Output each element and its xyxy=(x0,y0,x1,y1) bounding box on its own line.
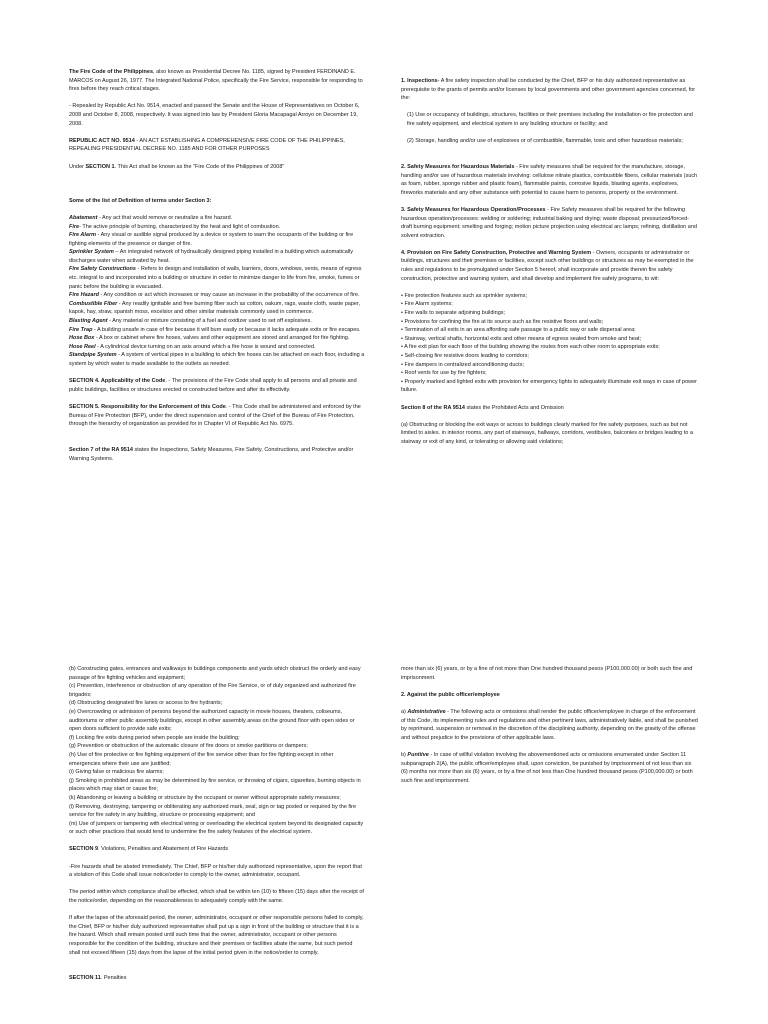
definition-item: Fire Safety Constructions - Refers to design and installation of walls, barriers, doors, windows, vents, means of egress etc. integral to and incorporated into a building or structure in order to minimize danger to life from fire, smoke, fumes or panic before the building is evacuated. xyxy=(69,266,362,290)
prohibited-act-item: (m) Use of jumpers or tampering with electrical wiring or overloading the electrical system beyond its designated capacity or such other practices that would tend to undermine the fire safety features of the electrical system. xyxy=(69,820,364,836)
inspections-paragraph: 1. Inspections- A fire safety inspection shall be conducted by the Chief, BFP or his duly authorized representative as prerequisite to the grants of permits and/or licenses by local governments and other government agencies concerned, for the: xyxy=(401,78,696,102)
bullet-item: • Fire walls to separate adjoining buildings; xyxy=(401,310,506,317)
page2-right-column xyxy=(401,665,699,794)
ra-paragraph: REPUBLIC ACT NO. 9514 - AN ACT ESTABLISHING A COMPREHENSIVE FIRE CODE OF THE PHILIPPINES, REPEALING PRESIDENTIAL DECREE NO. 1185 AND FOR OTHER PURPOSES xyxy=(69,137,345,153)
intro-paragraph: The Fire Code of the Philippines, also known as Presidential Decree No. 1185, signed by President FERDINAND E. MARCOS on August 26, 1977. The Integrated National Police, specifically the Fire Service, responsible for responding to fires before they reach critical stages. xyxy=(69,69,363,93)
prohibited-act-item: (d) Obstructing designated fire lanes or access to fire hydrants; xyxy=(69,700,223,707)
repeal-paragraph: - Repealed by Republic Act No. 9514, enacted and passed the Senate and the House of Representatives on October 6, 2008 and October 8, 2008, respectively. It was signed into law by President Gloria Macapagal Arroyo on December 19, 2008. xyxy=(69,103,360,127)
bullet-item: • Stairway, vertical shafts, horizontal exits and other means of egress sealed from smoke and heat; xyxy=(401,335,641,342)
definition-item: Standpipe System - A system of vertical pipes in a building to which fire hoses can be attached on each floor, including a system by which water is made available to the outlets as needed. xyxy=(69,352,365,367)
inspections-item-2: (2) Storage, handling and/or use of explosives or of combustible, flammable, toxic and other hazardous materials; xyxy=(407,138,683,145)
safety-measures-paragraph: 2. Safety Measures for Hazardous Materials - Fire safety measures shall be required for the manufacture, storage, handling and/or use of hazardous materials involving: cellulose nitrate plastics, combustible fibers, cellular materials (such as foam, rubber, sponge rubber and plastic foam), flammable paints, corrosive liquids, blasting agents, explosives, fireworks materials and any other substance with potential to cause harm to persons, property or the environment. xyxy=(401,163,698,196)
abatement-paragraph-3: If after the lapse of the aforesaid period, the owner, administrator, occupant or other responsible persons failed to comply, the Chief, BFP or his/her duly authorized representative shall put up a sign in front of the building or structure that it is a fire hazard. Which shall remain posted until such time that the owner, administrator, occupant or other persons responsible for the condition of the building, structure and their premises or facilities abate the same, but such period shall not exceed fifteen (15) days from the lapse of the initial period given in the notice/order to comply. xyxy=(69,915,364,956)
bullet-item: • Roof vents for use by fire fighters; xyxy=(401,370,487,377)
definition-item: Combustible Fiber - Any readily ignitable and free burning fiber such as cotton, oakum, rags, waste cloth, waste paper, kapok, hay, straw, spanish moss, excelsior and other similar materials commonly used in commerce. xyxy=(69,300,361,316)
prohibited-act-item: (j) Smoking in prohibited areas as may be determined by fire service, or throwing of cigars, cigarettes, burning objects in places which may start or cause fire; xyxy=(69,777,361,793)
definition-item: Abatement - Any act that would remove or neutralize a fire hazard. xyxy=(69,214,233,221)
page1-left-column xyxy=(69,68,365,472)
prohibited-act-item: (e) Overcrowding or admission of persons beyond the authorized capacity in movie houses, theaters, coliseums, auditoriums or other public assembly buildings, except in other assembly areas on the ground floor with open sides or open doors sufficient to provide safe exits; xyxy=(69,708,355,733)
bullet-item: • Fire protection features such as sprinkler systems; xyxy=(401,292,528,299)
public-officer-heading: 2. Against the public officer/employee xyxy=(401,691,500,698)
administrative-paragraph: a) Administrative - The following acts or omissions shall render the public officer/employee in charge of the enforcement of this Code, its implementing rules and regulations and other pertinent laws, administratively liable, and shall be punished by reprimand, suspension or removal in the discretion of the disciplining authority, depending on the gravity of the offense and without prejudice to the provisions of other applicable laws. xyxy=(401,708,698,741)
bullet-item: • Termination of all exits in an area affording safe passage to a public way or safe dispersal area; xyxy=(401,327,636,334)
prohibited-act-item: (l) Removing, destroying, tampering or obliterating any authorized mark, seal, sign or tag posted or required by the fire service for fire safety in any building, structure or processing equipment; and xyxy=(69,803,357,819)
inspections-item-1: (1) Use or occupancy of buildings, structures, facilities or their premises including the installation or fire protection and fire safety equipment, and electrical system in any building structure or facility; and xyxy=(407,112,693,127)
bullet-item: • Fire dampers in centralized airconditioning ducts; xyxy=(401,361,524,368)
prohibited-act-item: (c) Prevention, interference or obstruction of any operation of the Fire Service, or of duly organized and authorized fire brigades; xyxy=(69,683,356,698)
definition-item: Fire Trap - A building unsafe in case of fire because it will burn easily or because it lacks adequate exits or fire escapes. xyxy=(69,326,361,333)
section5-paragraph: SECTION 5. Responsibility for the Enforcement of this Code. - This Code shall be administered and enforced by the Bureau of Fire Protection (BFP), under the direct supervision and control of the Chief of the Bureau of Fire Protection, through the hierarchy of organization as provided for in Chapter VI of Republic Act No. 6975. xyxy=(69,403,361,428)
prohibited-act-item: (k) Abandoning or leaving a building or structure by the occupant or owner without appropriate safety measures; xyxy=(69,794,341,801)
definition-item: Sprinkler System – An integrated network of hydraulically designed piping installed in a building which automatically discharges water when activated by heat. xyxy=(69,249,354,264)
page1-right-column xyxy=(401,77,699,455)
section8-heading: Section 8 of the RA 9514 states the Prohibited Acts and Omission xyxy=(401,404,564,411)
provision-paragraph: 4. Provision on Fire Safety Construction, Protective and Warning System - Owners, occupants or administrator or buildings, structures and their premises or facilities, except such other buildings or structures as may be exempted in the rules and regulations to be promulgated under Section 5 hereof, shall incorporate and provide therein fire safety construction, protective and warning system, and shall develop and implement fire safety programs, to wit: xyxy=(401,249,694,282)
section7-paragraph: Section 7 of the RA 9514 states the Inspections, Safety Measures, Fire Safety, Constructions, and Protective and/or Warning Systems. xyxy=(69,446,354,462)
bullet-item: • Self-closing fire resistive doors leading to corridors; xyxy=(401,353,529,359)
abatement-paragraph-1: -Fire hazards shall be abated immediately. The Chief, BFP or his/her duly authorized representative, upon the report that a violation of this Code shall issue notice/order to comply to the owner, administrator, occupant. xyxy=(69,863,362,879)
prohibited-act-item: (i) Giving false or malicious fire alarms; xyxy=(69,769,164,776)
prohibited-act-item: (b) Constructing gates, entrances and walkways to buildings components and yards which obstruct the orderly and easy passage of fire fighting vehicles and equipment; xyxy=(69,666,361,681)
definition-item: Fire- The active principle of burning, characterized by the heat and light of combustion. xyxy=(69,223,281,230)
definition-item: Hose Reel - A cylindrical device turning on an axis around which a fire hose is wound and connected. xyxy=(69,343,316,350)
definition-item: Blasting Agent - Any material or mixture consisting of a fuel and oxidizer used to set off explosives. xyxy=(69,318,312,325)
section8-item-a: (a) Obstructing or blocking the exit ways or across to buildings clearly marked for fire safety purposes, such as but not limited to aisles. in interior rooms, any part of stairways, hallways, corridors, vestibules, balconies or bridges leading to a stairway or exit of any kind, or tolerating or allowing said violations; xyxy=(401,421,693,445)
definition-item: Hose Box - A box or cabinet where fire hoses, valves and other equipment are stored and arranged for fire fighting. xyxy=(69,335,350,342)
prohibited-act-item: (g) Prevention or obstruction of the automatic closure of fire doors or smoke partitions or dampers; xyxy=(69,743,308,750)
section1-paragraph: Under SECTION 1. This Act shall be known as the "Fire Code of the Philippines of 2008" xyxy=(69,163,285,170)
prohibited-act-item: (f) Locking fire exits during period when people are inside the building; xyxy=(69,734,240,741)
fire-safety-bullet-list xyxy=(401,292,699,395)
section9-heading: SECTION 9. Violations, Penalties and Abatement of Fire Hazards xyxy=(69,846,229,853)
section4-paragraph: SECTION 4. Applicability of the Code. - The provisions of the Fire Code shall apply to all persons and all private and public buildings, facilities or structures erected or constructed before and after its effectivity. xyxy=(69,378,357,393)
bullet-item: • A fire exit plan for each floor of the building showing the routes from each other room to appropriate exits; xyxy=(401,344,660,351)
penalty-continuation: more than six (6) years, or by a fine of not more than One hundred thousand pesos (P100,000.00) or both such fine and imprisonment. xyxy=(401,666,693,681)
definition-item: Fire Alarm - Any visual or audible signal produced by a device or system to warn the occupants of the building or fire fighting elements of the presence or danger of fire. xyxy=(69,232,354,247)
section11-heading: SECTION 11. Penalties xyxy=(69,975,127,982)
page2-left-column xyxy=(69,665,365,992)
prohibited-acts-list xyxy=(69,665,365,837)
bullet-item: • Provisions for confining the fire at its source such as fire resistive floors and walls; xyxy=(401,318,604,325)
operations-paragraph: 3. Safety Measures for Hazardous Operation/Processes - Fire Safety measures shall be required for the following hazardous operation/processes: welding or soldering; industrial baking and drying; waste disposal; pressurized/forced-draft burning equipment; smelting and forging; motion picture projection using electrical arc lamps; refining, distillation and solvent extraction. xyxy=(401,206,697,239)
definitions-list xyxy=(69,214,365,369)
bullet-item: • Properly marked and lighted exits with provision for emergency lights to adequately illuminate exit ways in case of power failure. xyxy=(401,378,698,394)
abatement-paragraph-2: The period within which compliance shall be effected, which shall be within ten (10) to fifteen (15) days after the receipt of the notice/order, depending on the reasonableness to adequately comply with the same. xyxy=(69,889,364,905)
punitive-paragraph: b) Punitive - In case of willful violation involving the abovementioned acts or omissions enumerated under Section 11 subparagraph 2(A), the public officer/employee shall, upon conviction, be punished by imprisonment of not less than six (6) months nor more than six (6) years, or by a fine of not less than One hundred thousand pesos (P100,000.00) or both such fine and imprisonment. xyxy=(401,751,693,784)
document-page-2 xyxy=(0,630,768,1024)
prohibited-act-item: (h) Use of fire protective or fire fighting equipment of the fire service other than for fire fighting except in other emergencies where their use are justified; xyxy=(69,751,334,767)
bullet-item: • Fire Alarm systems; xyxy=(401,301,453,308)
definitions-heading: Some of the list of Definition of terms under Section 3: xyxy=(69,197,212,204)
definition-item: Fire Hazard - Any condition or act which increases or may cause an increase in the probability of the occurrence of fire. xyxy=(69,292,360,299)
